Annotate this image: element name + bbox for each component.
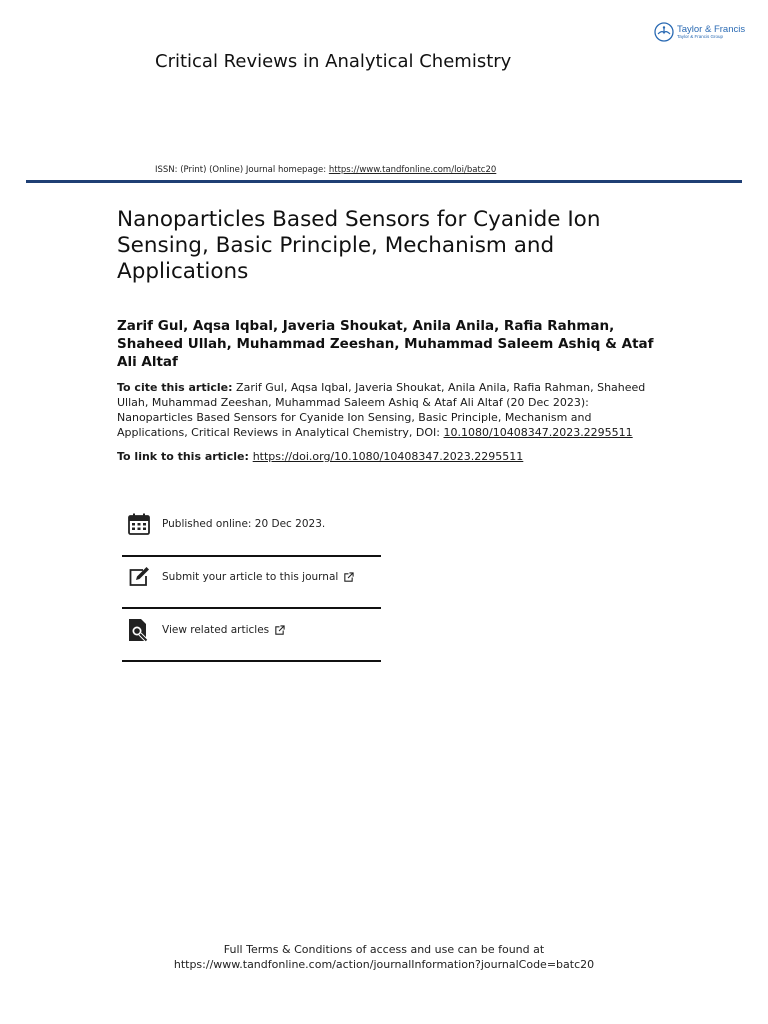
citation-doi-link[interactable]: 10.1080/10408347.2023.2295511 xyxy=(443,426,633,439)
search-document-icon xyxy=(127,618,151,642)
submit-article-link[interactable] xyxy=(122,565,381,589)
journal-homepage-link[interactable]: https://www.tandfonline.com/loi/batc20 xyxy=(328,165,497,175)
published-online-label: Published online: 20 Dec 2023. xyxy=(162,518,326,530)
submit-article-label: Submit your article to this journal xyxy=(162,571,339,583)
article-doi-link[interactable]: https://doi.org/10.1080/10408347.2023.2295511 xyxy=(252,450,524,463)
header-divider xyxy=(26,180,742,183)
link-label: To link to this article: xyxy=(117,450,253,463)
info-divider-1 xyxy=(122,555,381,557)
published-online-row xyxy=(122,512,381,536)
citation-label: To cite this article: xyxy=(117,381,233,394)
footer-terms xyxy=(0,942,768,972)
publisher-logo xyxy=(654,22,745,42)
issn-line xyxy=(155,165,496,175)
edit-icon xyxy=(127,565,151,589)
external-link-icon xyxy=(274,625,285,636)
publisher-group: Taylor & Francis Group xyxy=(677,34,724,39)
article-title: Nanoparticles Based Sensors for Cyanide Ion Sensing, Basic Principle, Mechanism and Applications xyxy=(117,207,601,284)
article-authors: Zarif Gul, Aqsa Iqbal, Javeria Shoukat, Anila Anila, Rafia Rahman, Shaheed Ullah, Muhammad Zeeshan, Muhammad Saleem Ashiq & Ataf Ali Altaf xyxy=(117,318,654,370)
footer-terms-link[interactable]: https://www.tandfonline.com/action/journalInformation?journalCode=batc20 xyxy=(173,958,595,971)
info-divider-2 xyxy=(122,607,381,609)
calendar-icon xyxy=(127,512,151,536)
publisher-name: Taylor & Francis xyxy=(677,23,746,35)
related-articles-label: View related articles xyxy=(162,624,270,636)
journal-title: Critical Reviews in Analytical Chemistry xyxy=(155,51,512,72)
external-link-icon xyxy=(343,572,354,583)
citation-block xyxy=(117,380,657,440)
article-link-line xyxy=(117,449,523,464)
citation-text: Zarif Gul, Aqsa Iqbal, Javeria Shoukat, Anila Anila, Rafia Rahman, Shaheed Ullah, Muhammad Zeeshan, Muhammad Saleem Ashiq & Ataf Ali Altaf (20 Dec 2023): Nanoparticles Based Sensors for Cyanide Ion Sensing, Basic Principle, Mechanism and Applications, Critical Reviews in Analytical Chemistry, DOI: xyxy=(117,381,646,439)
related-articles-link[interactable] xyxy=(122,618,381,642)
issn-label: ISSN: (Print) (Online) Journal homepage: xyxy=(155,165,329,175)
publisher-logo-icon xyxy=(654,22,674,42)
info-divider-3 xyxy=(122,660,381,662)
footer-line-1: Full Terms & Conditions of access and use can be found at xyxy=(223,943,545,956)
